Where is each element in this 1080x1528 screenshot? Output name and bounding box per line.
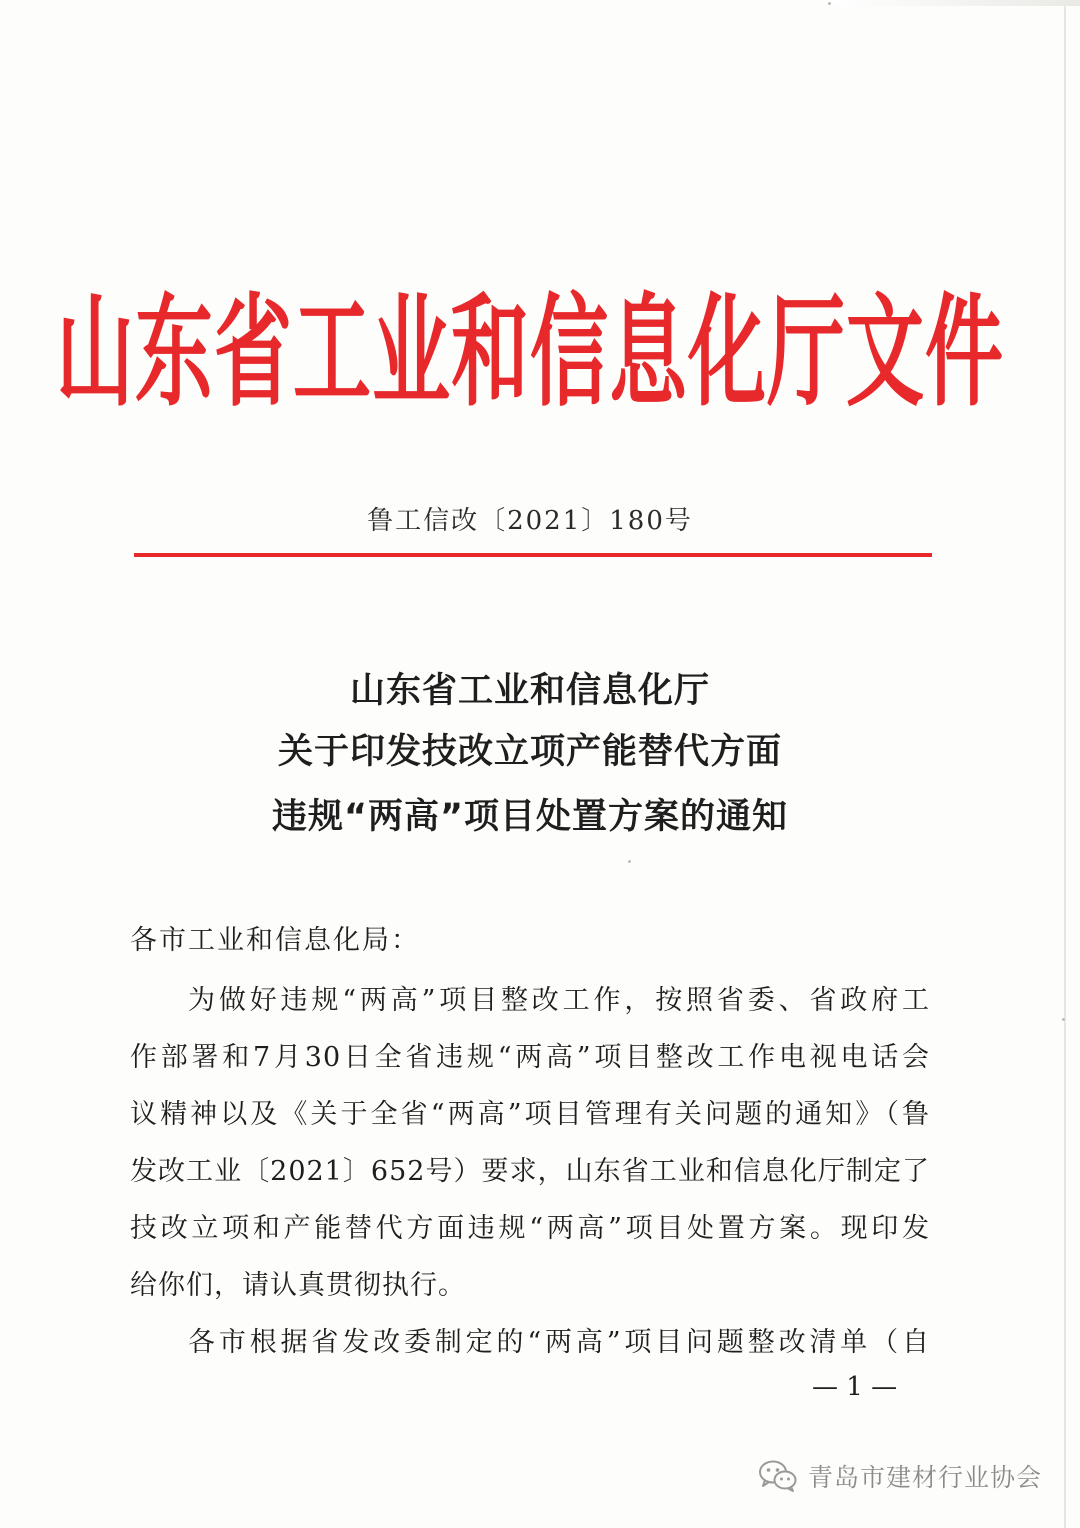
paper-edge	[1064, 0, 1066, 1528]
body-line-3: 议精神以及《关于全省“两高”项目管理有关问题的通知》（鲁	[130, 1099, 930, 1130]
scan-speck	[1062, 1018, 1065, 1021]
paper-edge-top	[830, 0, 1080, 6]
document-number: 鲁工信改〔2021〕180号	[367, 506, 693, 536]
page-number: — 1 —	[812, 1372, 898, 1402]
body-line-7: 各市根据省发改委制定的“两高”项目问题整改清单（自	[188, 1327, 930, 1358]
body-line-6: 给你们，请认真贯彻执行。	[130, 1270, 466, 1301]
salutation: 各市工业和信息化局：	[130, 925, 420, 956]
notice-title-line-3: 违规“两高”项目处置方案的通知	[271, 797, 788, 837]
notice-title-line-1: 山东省工业和信息化厅	[349, 671, 710, 711]
body-line-4: 发改工业〔2021〕652号）要求，山东省工业和信息化厅制定了	[130, 1156, 930, 1187]
body-line-5: 技改立项和产能替代方面违规“两高”项目处置方案。现印发	[130, 1213, 930, 1244]
wechat-icon	[758, 1459, 798, 1493]
body-line-1: 为做好违规“两高”项目整改工作，按照省委、省政府工	[188, 985, 930, 1016]
watermark-text: 青岛市建材行业协会	[808, 1463, 1043, 1492]
notice-title-line-2: 关于印发技改立项产能替代方面	[277, 732, 782, 772]
scan-speck	[628, 860, 631, 863]
masthead-title: 山东省工业和信息化厅文件	[56, 284, 1005, 424]
red-divider-line	[134, 553, 932, 557]
body-line-2: 作部署和7月30日全省违规“两高”项目整改工作电视电话会	[130, 1042, 930, 1073]
watermark	[758, 1458, 1042, 1494]
scan-speck	[828, 2, 831, 5]
